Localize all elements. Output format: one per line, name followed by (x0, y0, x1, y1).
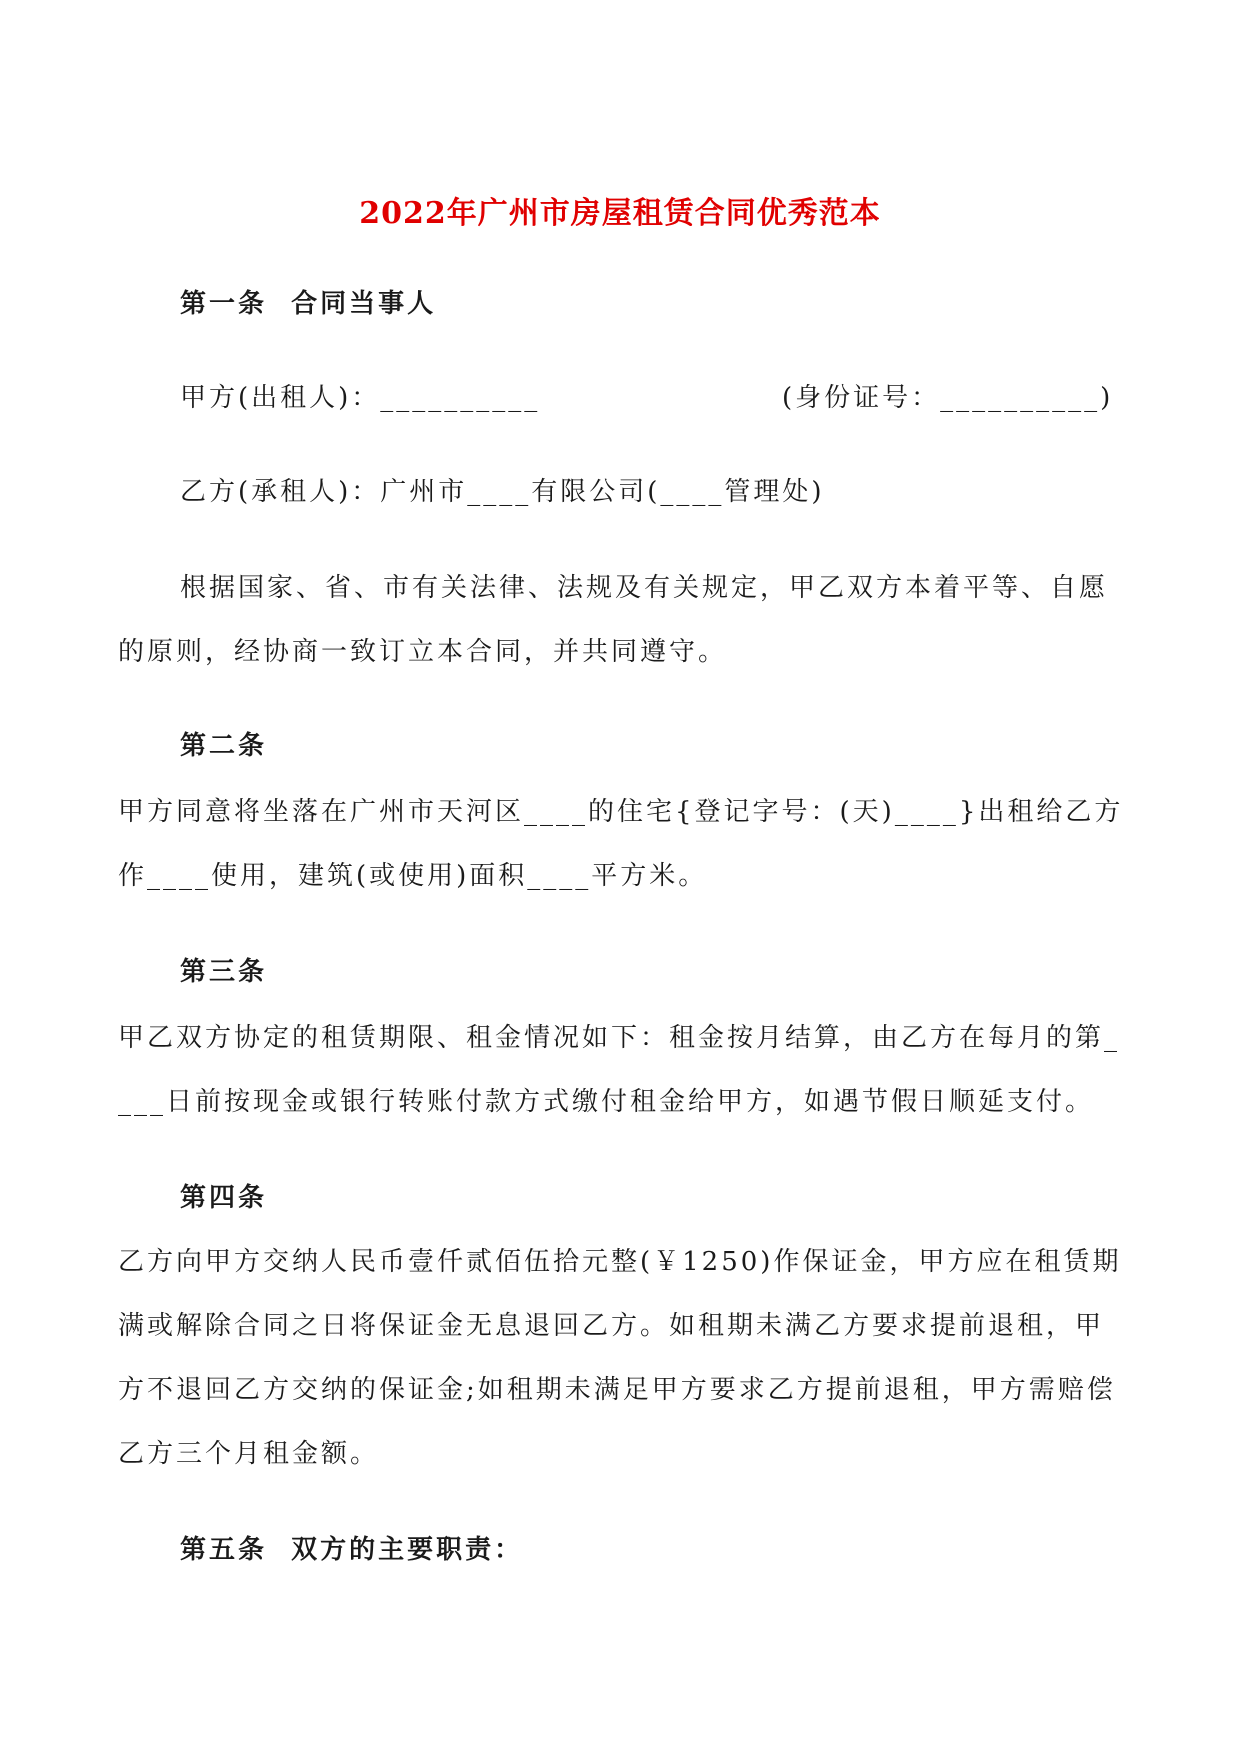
article-2-line-2: 作____使用，建筑(或使用)面积____平方米。 (118, 861, 708, 891)
party-a-id-line: (身份证号：__________) (782, 383, 1114, 413)
intro-line-1: 根据国家、省、市有关法律、法规及有关规定，甲乙双方本着平等、自愿 (180, 573, 1109, 603)
party-a-line: 甲方(出租人)：__________ (180, 383, 541, 413)
article-4-heading: 第四条 (180, 1183, 268, 1213)
article-4-line-2: 满或解除合同之日将保证金无息退回乙方。如租期未满乙方要求提前退租，甲 (118, 1311, 1105, 1341)
article-5-heading: 第五条 双方的主要职责： (180, 1535, 524, 1565)
intro-paragraph (118, 556, 1128, 684)
article-4-paragraph (118, 1230, 1128, 1486)
article-1-heading: 第一条 合同当事人 (180, 289, 437, 319)
article-4-line-3: 方不退回乙方交纳的保证金;如租期未满足甲方要求乙方提前退租，甲方需赔偿 (118, 1375, 1116, 1405)
article-2-line-1: 甲方同意将坐落在广州市天河区____的住宅{登记字号：(天)____}出租给乙方 (118, 797, 1124, 827)
party-b-line: 乙方(承租人)：广州市____有限公司(____管理处) (180, 477, 825, 507)
article-4-line-1: 乙方向甲方交纳人民币壹仟贰佰伍拾元整(￥1250)作保证金，甲方应在租赁期 (118, 1247, 1122, 1277)
article-3-heading: 第三条 (180, 957, 268, 987)
article-2-heading: 第二条 (180, 731, 268, 761)
intro-line-2: 的原则，经协商一致订立本合同，并共同遵守。 (118, 637, 728, 667)
article-2-paragraph (118, 780, 1128, 908)
article-3-paragraph (118, 1006, 1128, 1134)
document-title: 2022年广州市房屋租赁合同优秀范本 (359, 196, 881, 231)
article-4-line-4: 乙方三个月租金额。 (118, 1439, 380, 1469)
article-3-line-1: 甲乙双方协定的租赁期限、租金情况如下：租金按月结算，由乙方在每月的第_ (118, 1023, 1121, 1053)
article-3-line-2: ___日前按现金或银行转账付款方式缴付租金给甲方，如遇节假日顺延支付。 (118, 1087, 1095, 1117)
